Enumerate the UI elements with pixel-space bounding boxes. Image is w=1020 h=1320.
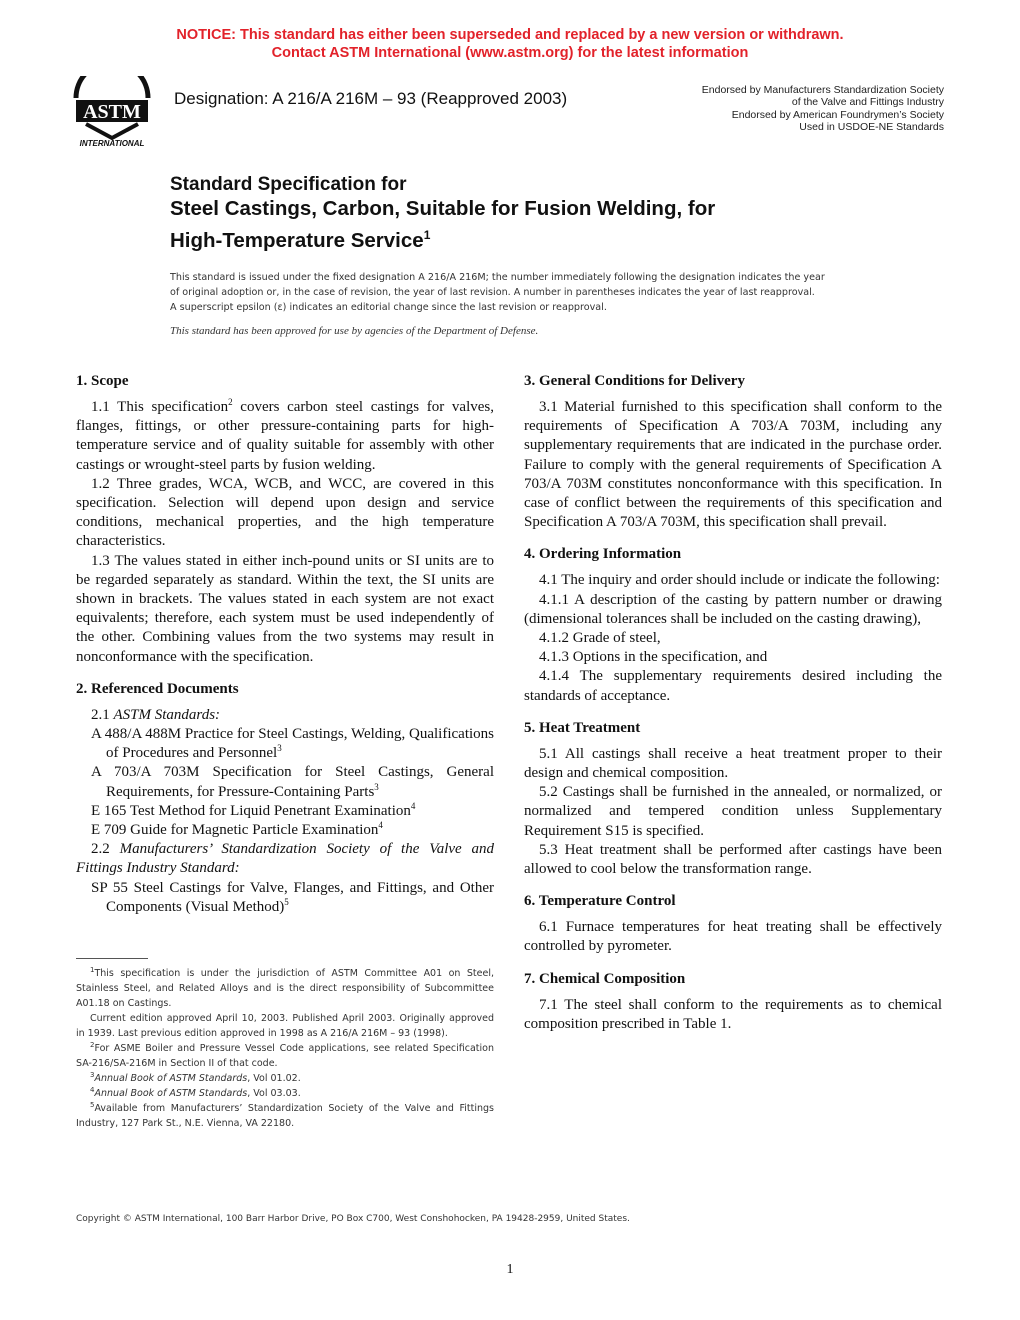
copyright-line: Copyright © ASTM International, 100 Barr Harbor Drive, PO Box C700, West Conshohocken, PA 19428-2959, United States. (76, 1214, 630, 1224)
footnote-divider (76, 958, 148, 959)
page-number: 1 (506, 1262, 514, 1277)
p22-italic: Manufacturers’ Standardization Society of the Valve and Fittings Industry Standard: (76, 841, 494, 877)
footnote-text: , Vol 01.02. (247, 1073, 301, 1084)
endorsement-line: Used in USDOE-NE Standards (799, 120, 944, 133)
footnote-number: 5 (90, 1100, 95, 1109)
footnote-ref: 5 (284, 896, 289, 907)
footnote-2 (76, 1041, 494, 1071)
footnote-number: 2 (90, 1040, 95, 1049)
footnote-italic: Annual Book of ASTM Standards (94, 1088, 248, 1099)
dod-approval-note: This standard has been approved for use by agencies of the Department of Defense. (170, 325, 539, 337)
footnote-text: Available from Manufacturers’ Standardization Society of the Valve and Fittings Industry, 127 Park St., N.E. Vienna, VA 22180. (76, 1103, 494, 1129)
footnote-ref: 3 (277, 743, 282, 754)
ref-text: E 165 Test Method for Liquid Penetrant Examination (91, 802, 411, 819)
logo-text: ASTM (83, 101, 141, 123)
paragraph-5-2: 5.2 Castings shall be furnished in the annealed, or normalized, or normalized and tempered condition unless Supplementary Requirement S15 is specified. (524, 784, 942, 839)
paragraph-1-2: 1.2 Three grades, WCA, WCB, and WCC, are covered in this specification. Selection will depend upon design and service conditions, mechanical properties, and the high temperature characteristics. (76, 475, 494, 550)
title-line-2: Steel Castings, Carbon, Suitable for Fusion Welding, for (170, 197, 716, 220)
footnote-number: 1 (90, 965, 95, 974)
p21-italic: ASTM Standards: (113, 706, 221, 723)
designation: Designation: A 216/A 216M – 93 (Reapproved 2003) (174, 89, 568, 108)
ref-text: A 488/A 488M Practice for Steel Castings, Welding, Qualifications of Procedures and Personnel (91, 726, 494, 762)
paragraph-1-1 (76, 398, 494, 475)
endorsements (702, 84, 944, 133)
footnote-text: , Vol 03.03. (247, 1088, 301, 1099)
issued-note (170, 270, 850, 315)
p22-num: 2.2 (91, 841, 120, 858)
notice-line-2: Contact ASTM International (www.astm.org) for the latest information (271, 45, 749, 61)
left-column (76, 370, 494, 917)
section-heading-temperature-control: 6. Temperature Control (524, 893, 676, 910)
ref-text: SP 55 Steel Castings for Valve, Flanges, and Fittings, and Other Components (Visual Method) (91, 879, 494, 915)
paragraph-4-1-4: 4.1.4 The supplementary requirements desired including the standards of acceptance. (524, 668, 942, 704)
p11-b: covers carbon steel castings for valves, flanges, fittings, or other pressure-containing parts for high-temperature service and of quality suitable for assembly with other castings or wrought-steel parts by fusion welding. (76, 399, 494, 473)
reference-sp55 (76, 879, 494, 917)
issued-line-2: of original adoption or, in the case of revision, the year of last revision. A number in parentheses indicates the year of last reapproval. (170, 287, 815, 298)
paragraph-5-3: 5.3 Heat treatment shall be performed after castings have been allowed to cool below the transformation range. (524, 841, 942, 878)
document-title (170, 174, 715, 254)
reference-e165 (76, 802, 494, 821)
footnote-number: 3 (90, 1070, 95, 1079)
logo-subtext: INTERNATIONAL (79, 139, 145, 148)
section-heading-general-conditions: 3. General Conditions for Delivery (524, 373, 745, 389)
footnote-3 (76, 1071, 494, 1086)
section-heading-heat-treatment: 5. Heat Treatment (524, 719, 641, 736)
reference-a488 (76, 725, 494, 763)
paragraph-2-2 (76, 840, 494, 878)
paragraph-2-1 (76, 706, 494, 725)
paragraph-4-1: 4.1 The inquiry and order should include or indicate the following: (539, 572, 940, 589)
endorsement-line: of the Valve and Fittings Industry (791, 96, 944, 109)
footnote-text: This specification is under the jurisdiction of ASTM Committee A01 on Steel, Stainless Steel, and Related Alloys and is the direct responsibility of Subcommittee A01.18 on Castings. (76, 968, 494, 1009)
endorsement-line: Endorsed by American Foundrymen’s Society (731, 108, 944, 121)
footnote-number: 4 (90, 1085, 95, 1094)
footnotes (76, 966, 494, 1131)
paragraph-4-1-1: 4.1.1 A description of the casting by pattern number or drawing (dimensional tolerances shall be included on the casting drawing), (524, 591, 942, 627)
p11-a: 1.1 This specification (91, 399, 229, 415)
paragraph-7-1: 7.1 The steel shall conform to the requirements as to chemical composition prescribed in Table 1. (524, 996, 942, 1032)
footnote-text: For ASME Boiler and Pressure Vessel Code applications, see related Specification SA-216/SA-216M in Section II of that code. (76, 1043, 494, 1069)
footnote-ref: 4 (410, 800, 416, 811)
reference-e709 (76, 821, 494, 840)
section-heading-referenced-documents: 2. Referenced Documents (76, 680, 239, 697)
footnote-5 (76, 1101, 494, 1131)
ref-text: A 703/A 703M Specification for Steel Castings, General Requirements, for Pressure-Containing Parts (91, 764, 494, 800)
notice-line-1: NOTICE: This standard has either been superseded and replaced by a new version or withdrawn. (176, 27, 844, 43)
paragraph-1-3: 1.3 The values stated in either inch-pound units or SI units are to be regarded separately as standard. Within the text, the SI units are shown in brackets. The values stated in each system are not exact equivalents; therefore, each system must be used independently of the other. Combining values from the two systems may result in nonconformance with the specification. (76, 552, 494, 665)
issued-line-1: This standard is issued under the fixed designation A 216/A 216M; the number immediately following the designation indicates the year (170, 272, 825, 283)
issued-line-3: A superscript epsilon (ε) indicates an editorial change since the last revision or reapproval. (170, 302, 607, 313)
reference-a703 (76, 763, 494, 801)
footnote-4 (76, 1086, 494, 1101)
paragraph-4-1-3: 4.1.3 Options in the specification, and (539, 649, 768, 666)
withdrawal-notice (0, 26, 1020, 62)
p21-num: 2.1 (91, 706, 114, 723)
footnote-ref: 2 (228, 397, 233, 407)
footnote-ref: 3 (374, 781, 379, 792)
paragraph-3-1: 3.1 Material furnished to this specification shall conform to the requirements of Specification A 703/A 703M, including any supplementary requirements that are indicated in the purchase order. Failure to comply with the general requirements of Specification A 703/A 703M constitutes nonconformance with this specification. In case of conflict between the requirements of this specification and Specification A 703/A 703M, this specification shall prevail. (524, 399, 942, 531)
astm-logo (62, 76, 162, 148)
title-line-3-text: High-Temperature Service (170, 228, 424, 252)
paragraph-6-1: 6.1 Furnace temperatures for heat treating shall be effectively controlled by pyrometer. (524, 919, 942, 955)
paragraph-5-1: 5.1 All castings shall receive a heat treatment proper to their design and chemical composition. (524, 745, 942, 782)
footnote-ref: 4 (378, 820, 383, 831)
title-line-1: Standard Specification for (170, 174, 407, 195)
title-footnote-ref: 1 (423, 228, 431, 242)
right-column (524, 370, 942, 1034)
footnote-italic: Annual Book of ASTM Standards (94, 1073, 248, 1084)
ref-text: E 709 Guide for Magnetic Particle Examination (91, 822, 379, 839)
footnote-1-continued: Current edition approved April 10, 2003. Published April 2003. Originally approved in 1939. Last previous edition approved in 1998 as A 216/A 216M – 93 (1998). (76, 1013, 494, 1039)
astm-logo-icon (62, 76, 162, 148)
section-heading-chemical-composition: 7. Chemical Composition (524, 970, 686, 987)
title-line-3 (170, 222, 715, 254)
footnote-1 (76, 966, 494, 1011)
section-heading-scope: 1. Scope (76, 373, 129, 389)
endorsement-line: Endorsed by Manufacturers Standardization Society (701, 84, 944, 96)
paragraph-4-1-2: 4.1.2 Grade of steel, (539, 630, 661, 647)
section-heading-ordering-information: 4. Ordering Information (524, 546, 682, 563)
